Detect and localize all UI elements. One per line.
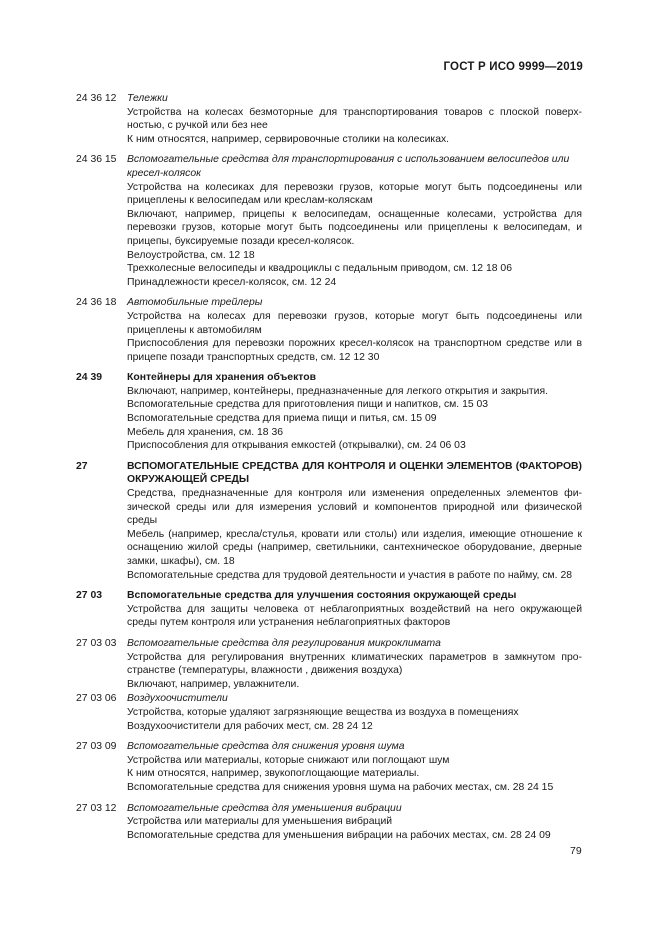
entry-text: Устройства для регулирования внутренних климатических параметров в замкнутом пространстве (температуры, влажности , движения воздуха) (127, 651, 582, 677)
entry-text: К ним относятся, например, сервировочные столики на колесиках. (127, 133, 450, 145)
entry-text: Включают, например, прицепы к велосипедам, оснащенные колесами, устройства для перевозки грузов, которые могут быть подсоединены или прицеплены к велосипедам, и прицепы, буксируемые позади кресел-колясок. (127, 208, 582, 247)
entry-text: Вспомогательные средства для приготовления пищи и напитков, см. 15 03 (127, 399, 489, 411)
entry-code: 27 (76, 460, 88, 472)
entry-code: 24 39 (76, 372, 103, 384)
entry-text: Включают, например, увлажнители. (127, 678, 300, 690)
entry-code: 27 03 03 (76, 637, 117, 649)
entry-text: Приспособления для открывания емкостей (открывалки), см. 24 06 03 (127, 440, 466, 452)
entry-text: Принадлежности кресел-колясок, см. 12 24 (127, 276, 337, 288)
entry-text: Вспомогательные средства для трудовой деятельности и участия в работе по найму, см. 28 (127, 569, 573, 581)
entry-title: Автомобильные трейлеры (127, 297, 263, 309)
entry-code: 24 36 15 (76, 154, 117, 166)
entry-text: Устройства для защиты человека от неблагоприятных воздействий на него окружающей среды путем контроля или устранения неблагоприятных факторов (127, 603, 582, 629)
document-header: ГОСТ Р ИСО 9999—2019 (443, 61, 583, 73)
entry-title: Тележки (127, 93, 168, 104)
entry-text: Вспомогательные средства для приема пищи и питья, см. 15 09 (127, 413, 437, 425)
entry-27-03-03 (76, 637, 582, 691)
entry-text: Средства, предназначенные для контроля или изменения определенных элементов физической среды или для измерения условий и компонентов природной или физической среды (127, 488, 582, 527)
entry-27-03 (76, 589, 582, 630)
entry-title: Вспомогательные средства для уменьшения вибрации (127, 802, 402, 814)
entry-text: Мебель для хранения, см. 18 36 (127, 426, 284, 438)
entry-title: Вспомогательные средства для улучшения состояния окружающей среды (127, 590, 517, 602)
entry-text: Устройства на колесах безмоторные для транспортирования товаров с плоской поверхностью, с ручкой или без нее (127, 106, 582, 132)
entry-27-03-12 (76, 802, 582, 843)
entry-code: 27 03 12 (76, 802, 117, 814)
entry-title: Вспомогательные средства для регулирования микроклимата (127, 637, 441, 649)
entry-text: Устройства или материалы для уменьшения вибраций (127, 816, 393, 828)
entry-24-39 (76, 371, 582, 453)
entry-text: Устройства или материалы, которые снижают или поглощают шум (127, 754, 450, 766)
entry-24-36-12 (76, 92, 582, 146)
page-number: 79 (570, 845, 582, 857)
entry-code: 27 03 06 (76, 693, 117, 705)
entry-code: 27 03 (76, 590, 103, 602)
classification-list (76, 92, 582, 849)
entry-27-03-06 (76, 692, 582, 733)
entry-title: Вспомогательные средства для транспортирования с использованием велосипедов или кресел-колясок (127, 154, 570, 179)
entry-text: Устройства на колесах для перевозки грузов, которые могут быть подсоединены или прицеплены к автомобилям (127, 310, 582, 336)
entry-title: Воздухоочистители (127, 693, 228, 705)
entry-text: Мебель (например, кресла/стулья, кровати или столы) или изделия, имеющие отношение к оснащению жилой среды (например, светильники, сантехническое оборудование, дверные замки, шкафы), см. 18 (127, 528, 582, 567)
entry-title: Контейнеры для хранения объектов (127, 372, 316, 384)
entry-text: Велоустройства, см. 12 18 (127, 249, 255, 261)
entry-text: Приспособления для перевозки порожних кресел-колясок на транспортном средстве или в прицепе позади транспортных средств, см. 12 12 30 (127, 338, 582, 363)
entry-text: Устройства на колесиках для перевозки грузов, которые могут быть подсоединены или прицеплены к велосипедам или креслам-коляскам (127, 181, 582, 207)
entry-24-36-15 (76, 153, 582, 289)
entry-text: Вспомогательные средства для снижения уровня шума на рабочих местах, см. 28 24 15 (127, 781, 554, 793)
entry-text: К ним относятся, например, звукопоглощающие материалы. (127, 768, 420, 780)
entry-code: 24 36 12 (76, 93, 117, 104)
entry-text: Устройства, которые удаляют загрязняющие вещества из воздуха в помещениях (127, 706, 519, 718)
entry-27-03-09 (76, 740, 582, 794)
entry-title: Вспомогательные средства для снижения уровня шума (127, 741, 405, 753)
entry-text: Включают, например, контейнеры, предназначенные для легкого открытия и закрытия. (127, 385, 548, 397)
entry-text: Трехколесные велосипеды и квадроциклы с педальным приводом, см. 12 18 06 (127, 263, 512, 275)
entry-27 (76, 460, 582, 582)
entry-code: 27 03 09 (76, 741, 117, 753)
entry-24-36-18 (76, 296, 582, 364)
entry-text: Воздухоочистители для рабочих мест, см. 28 24 12 (127, 720, 373, 732)
entry-text: Вспомогательные средства для уменьшения вибрации на рабочих местах, см. 28 24 09 (127, 829, 551, 841)
entry-code: 24 36 18 (76, 297, 117, 309)
entry-title: ВСПОМОГАТЕЛЬНЫЕ СРЕДСТВА ДЛЯ КОНТРОЛЯ И ОЦЕНКИ ЭЛЕМЕНТОВ (ФАКТОРОВ) ОКРУЖАЮЩЕЙ СРЕДЫ (127, 460, 582, 486)
